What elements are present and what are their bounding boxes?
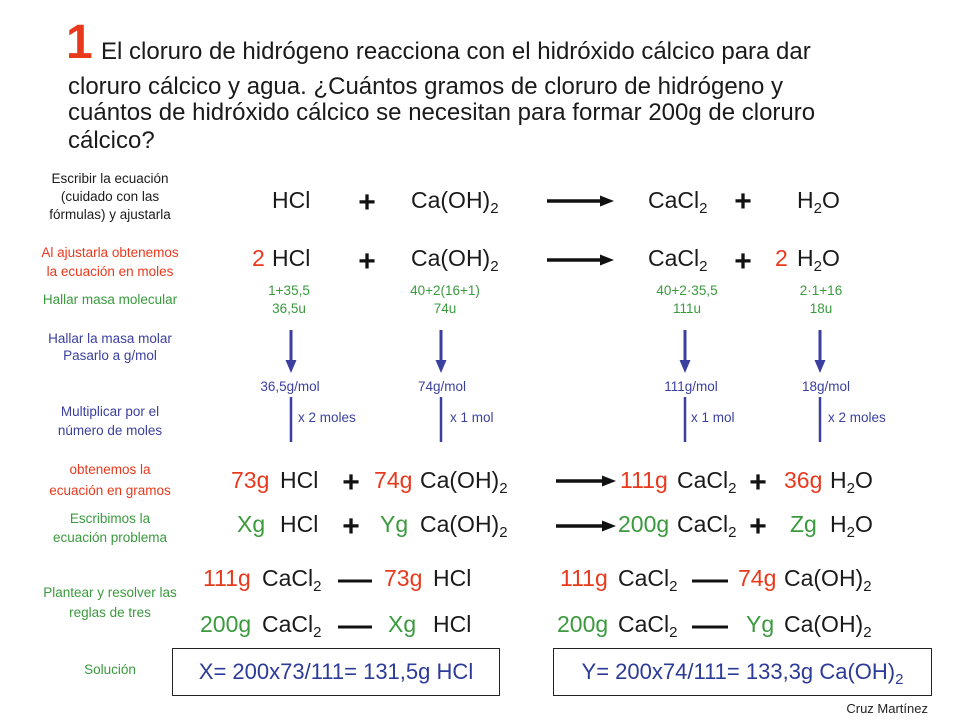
formula-caoh2 <box>784 611 872 641</box>
reaction-arrow <box>556 476 616 487</box>
formula-h2o-subscript: 2 <box>846 480 855 497</box>
formula-hcl: HCl <box>436 659 474 684</box>
formula-cacl2 <box>262 565 322 595</box>
formula-cacl2-main: CaCl <box>677 467 729 493</box>
hcl-molecular-mass-calc: 1+35,5 <box>268 283 310 298</box>
formula-caoh2-subscript: 2 <box>863 624 872 641</box>
formula-caoh2-main: Ca(OH) <box>411 245 491 271</box>
formula-h2o-head: H <box>797 187 814 213</box>
formula-h2o-subscript: 2 <box>846 524 855 541</box>
h2o-unknown-mass: Zg <box>790 511 817 537</box>
step-label-grams-equation: obtenemos la ecuación en gramos <box>49 462 171 498</box>
formula-cacl2 <box>618 611 678 641</box>
formula-cacl2-subscript: 2 <box>699 200 708 217</box>
reaction-arrow <box>547 255 614 266</box>
caoh2-mole-multiplier: x 1 mol <box>450 410 494 425</box>
formula-cacl2-subscript: 2 <box>669 624 678 641</box>
formula-cacl2-subscript: 2 <box>313 578 322 595</box>
formula-caoh2 <box>420 511 508 541</box>
formula-cacl2 <box>618 565 678 595</box>
molar-mass-arrow-caoh2 <box>436 330 447 373</box>
reaction-arrow <box>547 196 614 207</box>
formula-h2o <box>830 467 873 497</box>
formula-h2o-head: H <box>830 467 847 493</box>
formula-cacl2 <box>648 187 708 217</box>
caoh2-molecular-mass-result: 74u <box>433 301 457 316</box>
formula-caoh2-subscript: 2 <box>895 671 904 688</box>
ref-hcl-mass: 73g <box>384 565 423 591</box>
formula-caoh2-main: Ca(OH) <box>420 467 500 493</box>
formula-cacl2-subscript: 2 <box>313 624 322 641</box>
plus-sign: + <box>749 510 767 543</box>
h2o-molar-mass: 18g/mol <box>801 379 851 394</box>
formula-caoh2-subscript: 2 <box>499 524 508 541</box>
caoh2-molar-mass: 74g/mol <box>417 379 467 394</box>
formula-hcl: HCl <box>433 611 472 637</box>
formula-caoh2 <box>819 659 904 688</box>
formula-cacl2 <box>648 245 708 275</box>
cacl2-given-mass: 200g <box>618 511 670 537</box>
plus-sign: + <box>342 466 360 499</box>
h2o-molecular-mass-calc: 2·1+16 <box>799 283 843 298</box>
formula-caoh2-subscript: 2 <box>863 578 872 595</box>
hcl-mass-grams: 73g <box>231 467 270 493</box>
hcl-unknown-mass: Xg <box>237 511 266 537</box>
formula-hcl: HCl <box>280 467 319 493</box>
formula-hcl: HCl <box>272 187 311 213</box>
formula-caoh2 <box>411 245 499 275</box>
formula-cacl2-main: CaCl <box>262 565 314 591</box>
step-label-write-equation: Escribir la ecuación (cuidado con las fórmulas) y ajustarla <box>49 171 171 222</box>
formula-caoh2 <box>420 467 508 497</box>
hcl-molecular-mass-result: 36,5u <box>272 301 306 316</box>
formula-cacl2-subscript: 2 <box>728 480 737 497</box>
formula-h2o-subscript: 2 <box>813 258 822 275</box>
formula-cacl2 <box>262 611 322 641</box>
h2o-mass-grams: 36g <box>784 467 823 493</box>
h2o-mole-multiplier: x 2 moles <box>828 410 886 425</box>
author-credit: Cruz Martínez <box>846 701 928 716</box>
formula-cacl2-main: CaCl <box>618 611 670 637</box>
formula-h2o-head: H <box>830 511 847 537</box>
formula-caoh2-subscript: 2 <box>499 480 508 497</box>
h2o-molecular-mass-result: 18u <box>809 301 833 316</box>
question-line-1: El cloruro de hidrógeno reacciona con el hidróxido cálcico para dar <box>101 38 811 65</box>
step-label-balance: Al ajustarla obtenemos la ecuación en moles <box>41 245 179 279</box>
question-line-4: cálcico? <box>68 127 155 154</box>
ref-caoh2-mass: 74g <box>738 565 777 591</box>
cacl2-mass-grams: 111g <box>620 467 668 493</box>
formula-caoh2-main: Ca(OH) <box>819 659 896 684</box>
formula-cacl2-main: CaCl <box>262 611 314 637</box>
molar-mass-arrow-hcl <box>286 330 297 373</box>
formula-cacl2 <box>677 467 737 497</box>
step-label-rules-of-three: Plantear y resolver las reglas de tres <box>43 585 177 620</box>
question-line-2: cloruro cálcico y agua. ¿Cuántos gramos de cloruro de hidrógeno y <box>68 73 784 100</box>
step-label-molecular-mass: Hallar masa molecular <box>42 292 178 307</box>
formula-caoh2 <box>784 565 872 595</box>
formula-h2o <box>830 511 873 541</box>
exercise-number: 1 <box>66 16 93 69</box>
plus-sign: + <box>749 466 767 499</box>
formula-h2o-subscript: 2 <box>813 200 822 217</box>
molar-mass-arrow-h2o <box>815 330 826 373</box>
caoh2-molecular-mass-calc: 40+2(16+1) <box>410 283 480 298</box>
formula-caoh2 <box>411 187 499 217</box>
formula-h2o-tail: O <box>821 187 840 213</box>
plus-sign: + <box>358 186 376 219</box>
reaction-arrow <box>556 521 616 532</box>
hcl-molar-mass: 36,5g/mol <box>260 379 320 394</box>
formula-caoh2-main: Ca(OH) <box>784 565 864 591</box>
coefficient-hcl: 2 <box>252 245 265 271</box>
given-cacl2-mass: 200g <box>557 611 609 637</box>
formula-cacl2-subscript: 2 <box>669 578 678 595</box>
ref-cacl2-mass: 111g <box>203 565 251 591</box>
formula-caoh2-subscript: 2 <box>490 200 499 217</box>
formula-h2o-tail: O <box>854 467 873 493</box>
solution-box-y <box>553 648 932 696</box>
cacl2-molecular-mass-result: 111u <box>672 301 702 316</box>
formula-cacl2-subscript: 2 <box>699 258 708 275</box>
step-label-multiply-moles: Multiplicar por el número de moles <box>57 404 163 438</box>
formula-caoh2-subscript: 2 <box>490 258 499 275</box>
formula-h2o <box>797 187 840 217</box>
unknown-caoh2-mass: Yg <box>746 611 775 637</box>
solution-box-x <box>172 648 500 696</box>
cacl2-molecular-mass-calc: 40+2·35,5 <box>656 283 718 298</box>
formula-hcl: HCl <box>433 565 472 591</box>
formula-hcl: HCl <box>272 245 311 271</box>
formula-h2o-tail: O <box>854 511 873 537</box>
formula-caoh2-main: Ca(OH) <box>784 611 864 637</box>
formula-cacl2-main: CaCl <box>618 565 670 591</box>
plus-sign: + <box>734 185 752 218</box>
hcl-mole-multiplier: x 2 moles <box>298 410 356 425</box>
solution-y-expression: Y= 200x74/111= 133,3g <box>581 659 814 684</box>
step-label-molar-mass: Hallar la masa molar Pasarlo a g/mol <box>48 331 172 363</box>
plus-sign: + <box>358 245 376 278</box>
step-label-solution: Solución <box>84 662 136 677</box>
formula-caoh2-main: Ca(OH) <box>411 187 491 213</box>
unknown-hcl-mass: Xg <box>388 611 417 637</box>
formula-cacl2 <box>677 511 737 541</box>
solution-x-expression: X= 200x73/111= 131,5g <box>198 659 431 684</box>
cacl2-mole-multiplier: x 1 mol <box>691 410 735 425</box>
formula-cacl2-main: CaCl <box>677 511 729 537</box>
plus-sign: + <box>342 510 360 543</box>
formula-cacl2-subscript: 2 <box>728 524 737 541</box>
formula-caoh2-main: Ca(OH) <box>420 511 500 537</box>
caoh2-mass-grams: 74g <box>374 467 413 493</box>
formula-cacl2-main: CaCl <box>648 187 700 213</box>
molar-mass-arrow-cacl2 <box>680 330 691 373</box>
formula-cacl2-main: CaCl <box>648 245 700 271</box>
formula-h2o-head: H <box>797 245 814 271</box>
formula-hcl: HCl <box>280 511 319 537</box>
formula-h2o <box>797 245 840 275</box>
coefficient-h2o: 2 <box>775 245 788 271</box>
formula-h2o-tail: O <box>821 245 840 271</box>
cacl2-molar-mass: 111g/mol <box>664 379 718 394</box>
step-label-problem-equation: Escribimos la ecuación problema <box>52 511 168 545</box>
given-cacl2-mass: 200g <box>200 611 252 637</box>
question-line-3: cuántos de hidróxido cálcico se necesitan para formar 200g de cloruro <box>68 99 816 126</box>
ref-cacl2-mass: 111g <box>560 565 608 591</box>
caoh2-unknown-mass: Yg <box>380 511 409 537</box>
plus-sign: + <box>734 245 752 278</box>
